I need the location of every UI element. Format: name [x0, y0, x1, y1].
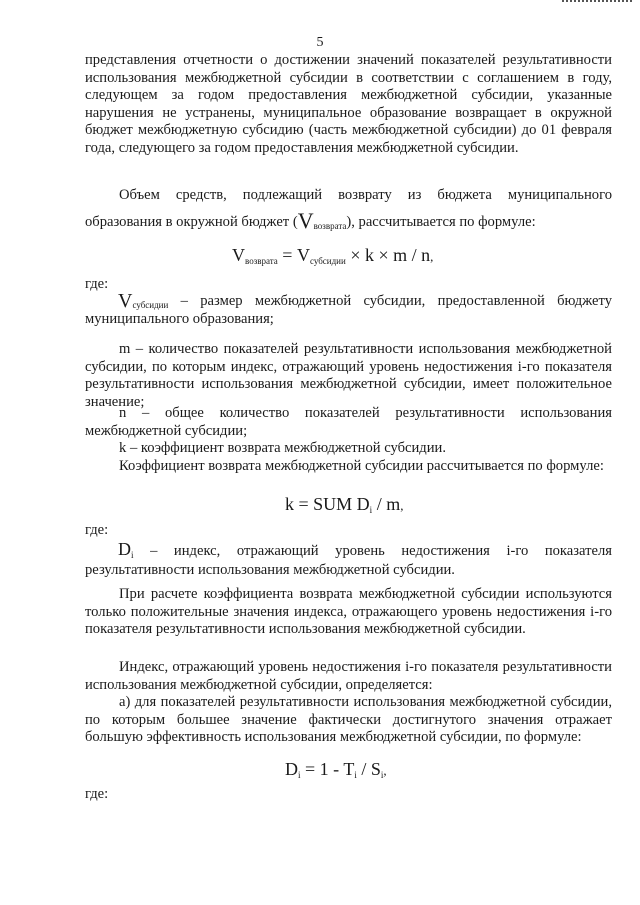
di-definition: – индекс, отражающий уровень недостижения i-го показателя результативности использования межбюджетной субсидии. — [85, 543, 612, 578]
subscript-i: i — [298, 770, 301, 780]
text-volume-before: Объем средств, подлежащий возврату из бюджета муниципального образования в окружной бюджет ( — [85, 187, 612, 230]
symbol-v: V — [118, 290, 133, 312]
where-label-3: где: — [85, 786, 109, 802]
subscript-subsidii: субсидии — [132, 300, 169, 310]
paragraph-case-a: а) для показателей результативности использования межбюджетной субсидии, по которым большее значение фактически достигнутого значения отражает большую эффективность использования межбюджетной субсидии, по формуле: — [85, 694, 612, 746]
page-number: 5 — [316, 35, 324, 50]
symbol-v: V — [296, 245, 310, 265]
formula-v-return — [232, 247, 433, 266]
formula-k-main: k = SUM D — [285, 494, 370, 514]
definition-k: k – коэффициент возврата межбюджетной субсидии. — [119, 440, 447, 456]
formula-comma: , — [430, 249, 434, 264]
where-label-2: где: — [85, 522, 109, 538]
subscript-i: i — [369, 505, 373, 515]
formula-k-tail: / m — [372, 494, 401, 514]
definition-n: n – общее количество показателей результативности использования межбюджетной субсидии; — [85, 405, 612, 439]
formula-comma: , — [383, 763, 387, 778]
symbol-v: V — [232, 245, 245, 265]
formula-di-slash: / S — [356, 759, 381, 779]
definition-m: m – количество показателей результативности использования межбюджетной субсидии, по которым индекс, отражающий уровень недостижения i-го показателя результативности использования межбюджетной субсидии, имеет положительное значение; — [85, 341, 612, 410]
symbol-d: D — [285, 759, 298, 779]
formula-comma: , — [400, 498, 404, 513]
formula-di — [285, 761, 387, 780]
paragraph-index-definition: Индекс, отражающий уровень недостижения i-го показателя результативности использования межбюджетной субсидии, определяется: — [85, 659, 612, 693]
formula-tail: × k × m / n — [345, 245, 431, 265]
paragraph-k-formula-intro: Коэффициент возврата межбюджетной субсидии рассчитывается по формуле: — [119, 458, 604, 474]
text-volume-after: ), рассчитывается по формуле: — [346, 214, 536, 230]
formula-k — [285, 496, 403, 515]
symbol-v: V — [297, 208, 314, 233]
paragraph-return-volume — [85, 182, 612, 235]
formula-equals: = — [277, 245, 297, 265]
subscript-i: i — [354, 770, 357, 780]
definition-di — [85, 540, 612, 580]
subscript-i: i — [131, 550, 134, 560]
definition-v-subsidii — [85, 292, 612, 328]
subscript-subsidii: субсидии — [309, 256, 346, 266]
v-subsidii-definition: – размер межбюджетной субсидии, предоставленной бюджету муниципального образования; — [85, 293, 612, 327]
formula-di-eq: = 1 - T — [300, 759, 355, 779]
scan-mark — [562, 0, 632, 2]
subscript-vozvrata: возврата — [245, 256, 278, 266]
symbol-d: D — [118, 539, 131, 559]
paragraph-positive-values: При расчете коэффициента возврата межбюджетной субсидии используются только положительные значения индекса, отражающего уровень недостижения i-го показателя результативности использования межбюджетной субсидии. — [85, 586, 612, 638]
subscript-i: i — [380, 770, 384, 780]
subscript-vozvrata: возврата — [313, 221, 347, 231]
paragraph-return-conditions: представления отчетности о достижении значений показателей результативности использования межбюджетной субсидии в соответствии с соглашением в году, следующем за годом предоставления межбюджетной субсидии, указанные нарушения не устранены, муниципальное образование возвращает в окружной бюджет межбюджетную субсидию (часть межбюджетной субсидии) до 01 февраля года, следующего за годом предоставления межбюджетной субсидии. — [85, 52, 612, 156]
where-label-1: где: — [85, 276, 109, 292]
